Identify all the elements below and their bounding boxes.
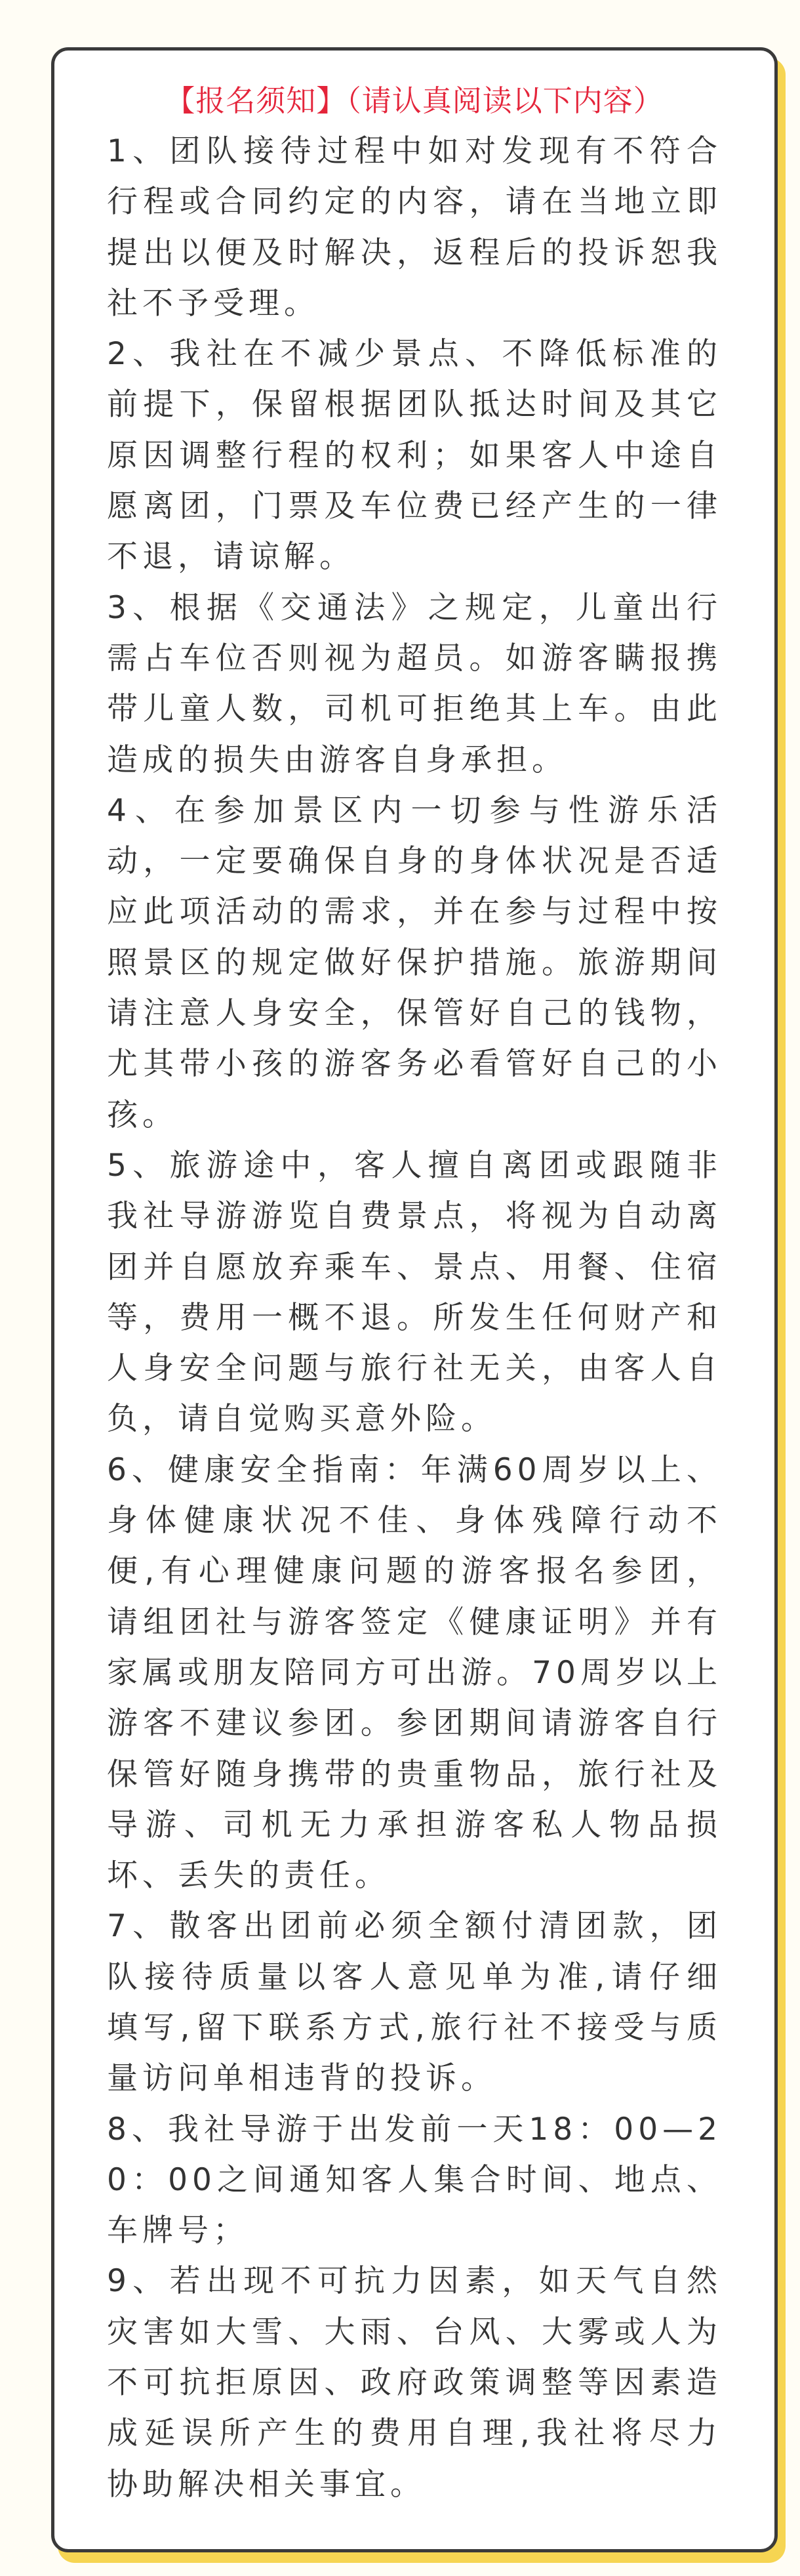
notice-item-6: 6、健康安全指南：年满60周岁以上、身体健康状况不佳、身体残障行动不便,有心理健康问题的游客报名参团，请组团社与游客签定《健康证明》并有家属或朋友陪同方可出游。70周岁以上游客不建议参团。参团期间请游客自行保管好随身携带的贵重物品，旅行社及导游、司机无力承担游客私人物品损坏、丢失的责任。 <box>107 1451 722 1894</box>
notice-item-7: 7、散客出团前必须全额付清团款，团队接待质量以客人意见单为准,请仔细填写,留下联系方式,旅行社不接受与质量访问单相违背的投诉。 <box>107 1908 722 2097</box>
notice-item-8: 8、我社导游于出发前一天18：00—20：00之间通知客人集合时间、地点、车牌号； <box>107 2111 722 2249</box>
notice-item-4: 4、在参加景区内一切参与性游乐活动，一定要确保自身的身体状况是否适应此项活动的需求，并在参与过程中按照景区的规定做好保护措施。旅游期间请注意人身安全，保管好自己的钱物，尤其带小孩的游客务必看管好自己的小孩。 <box>107 792 722 1133</box>
notice-item-3: 3、根据《交通法》之规定，儿童出行需占车位否则视为超员。如游客瞒报携带儿童人数，司机可拒绝其上车。由此造成的损失由游客自身承担。 <box>107 589 722 778</box>
notice-card <box>51 47 778 2552</box>
notice-item-5: 5、旅游途中，客人擅自离团或跟随非我社导游游览自费景点，将视为自动离团并自愿放弃乘车、景点、用餐、住宿等，费用一概不退。所发生任何财产和人身安全问题与旅行社无关，由客人自负，请自觉购买意外险。 <box>107 1147 722 1438</box>
notice-item-9: 9、若出现不可抗力因素，如天气自然灾害如大雪、大雨、台风、大雾或人为不可抗拒原因、政府政策调整等因素造成延误所产生的费用自理,我社将尽力协助解决相关事宜。 <box>107 2263 722 2503</box>
notice-item-2: 2、我社在不减少景点、不降低标准的前提下，保留根据团队抵达时间及其它原因调整行程的权利；如果客人中途自愿离团，门票及车位费已经产生的一律不退，请谅解。 <box>107 336 722 575</box>
notice-title: 【报名须知】（请认真阅读以下内容） <box>165 83 664 118</box>
notice-item-1: 1、团队接待过程中如对发现有不符合行程或合同约定的内容，请在当地立即提出以便及时解决，返程后的投诉恕我社不予受理。 <box>107 133 722 322</box>
